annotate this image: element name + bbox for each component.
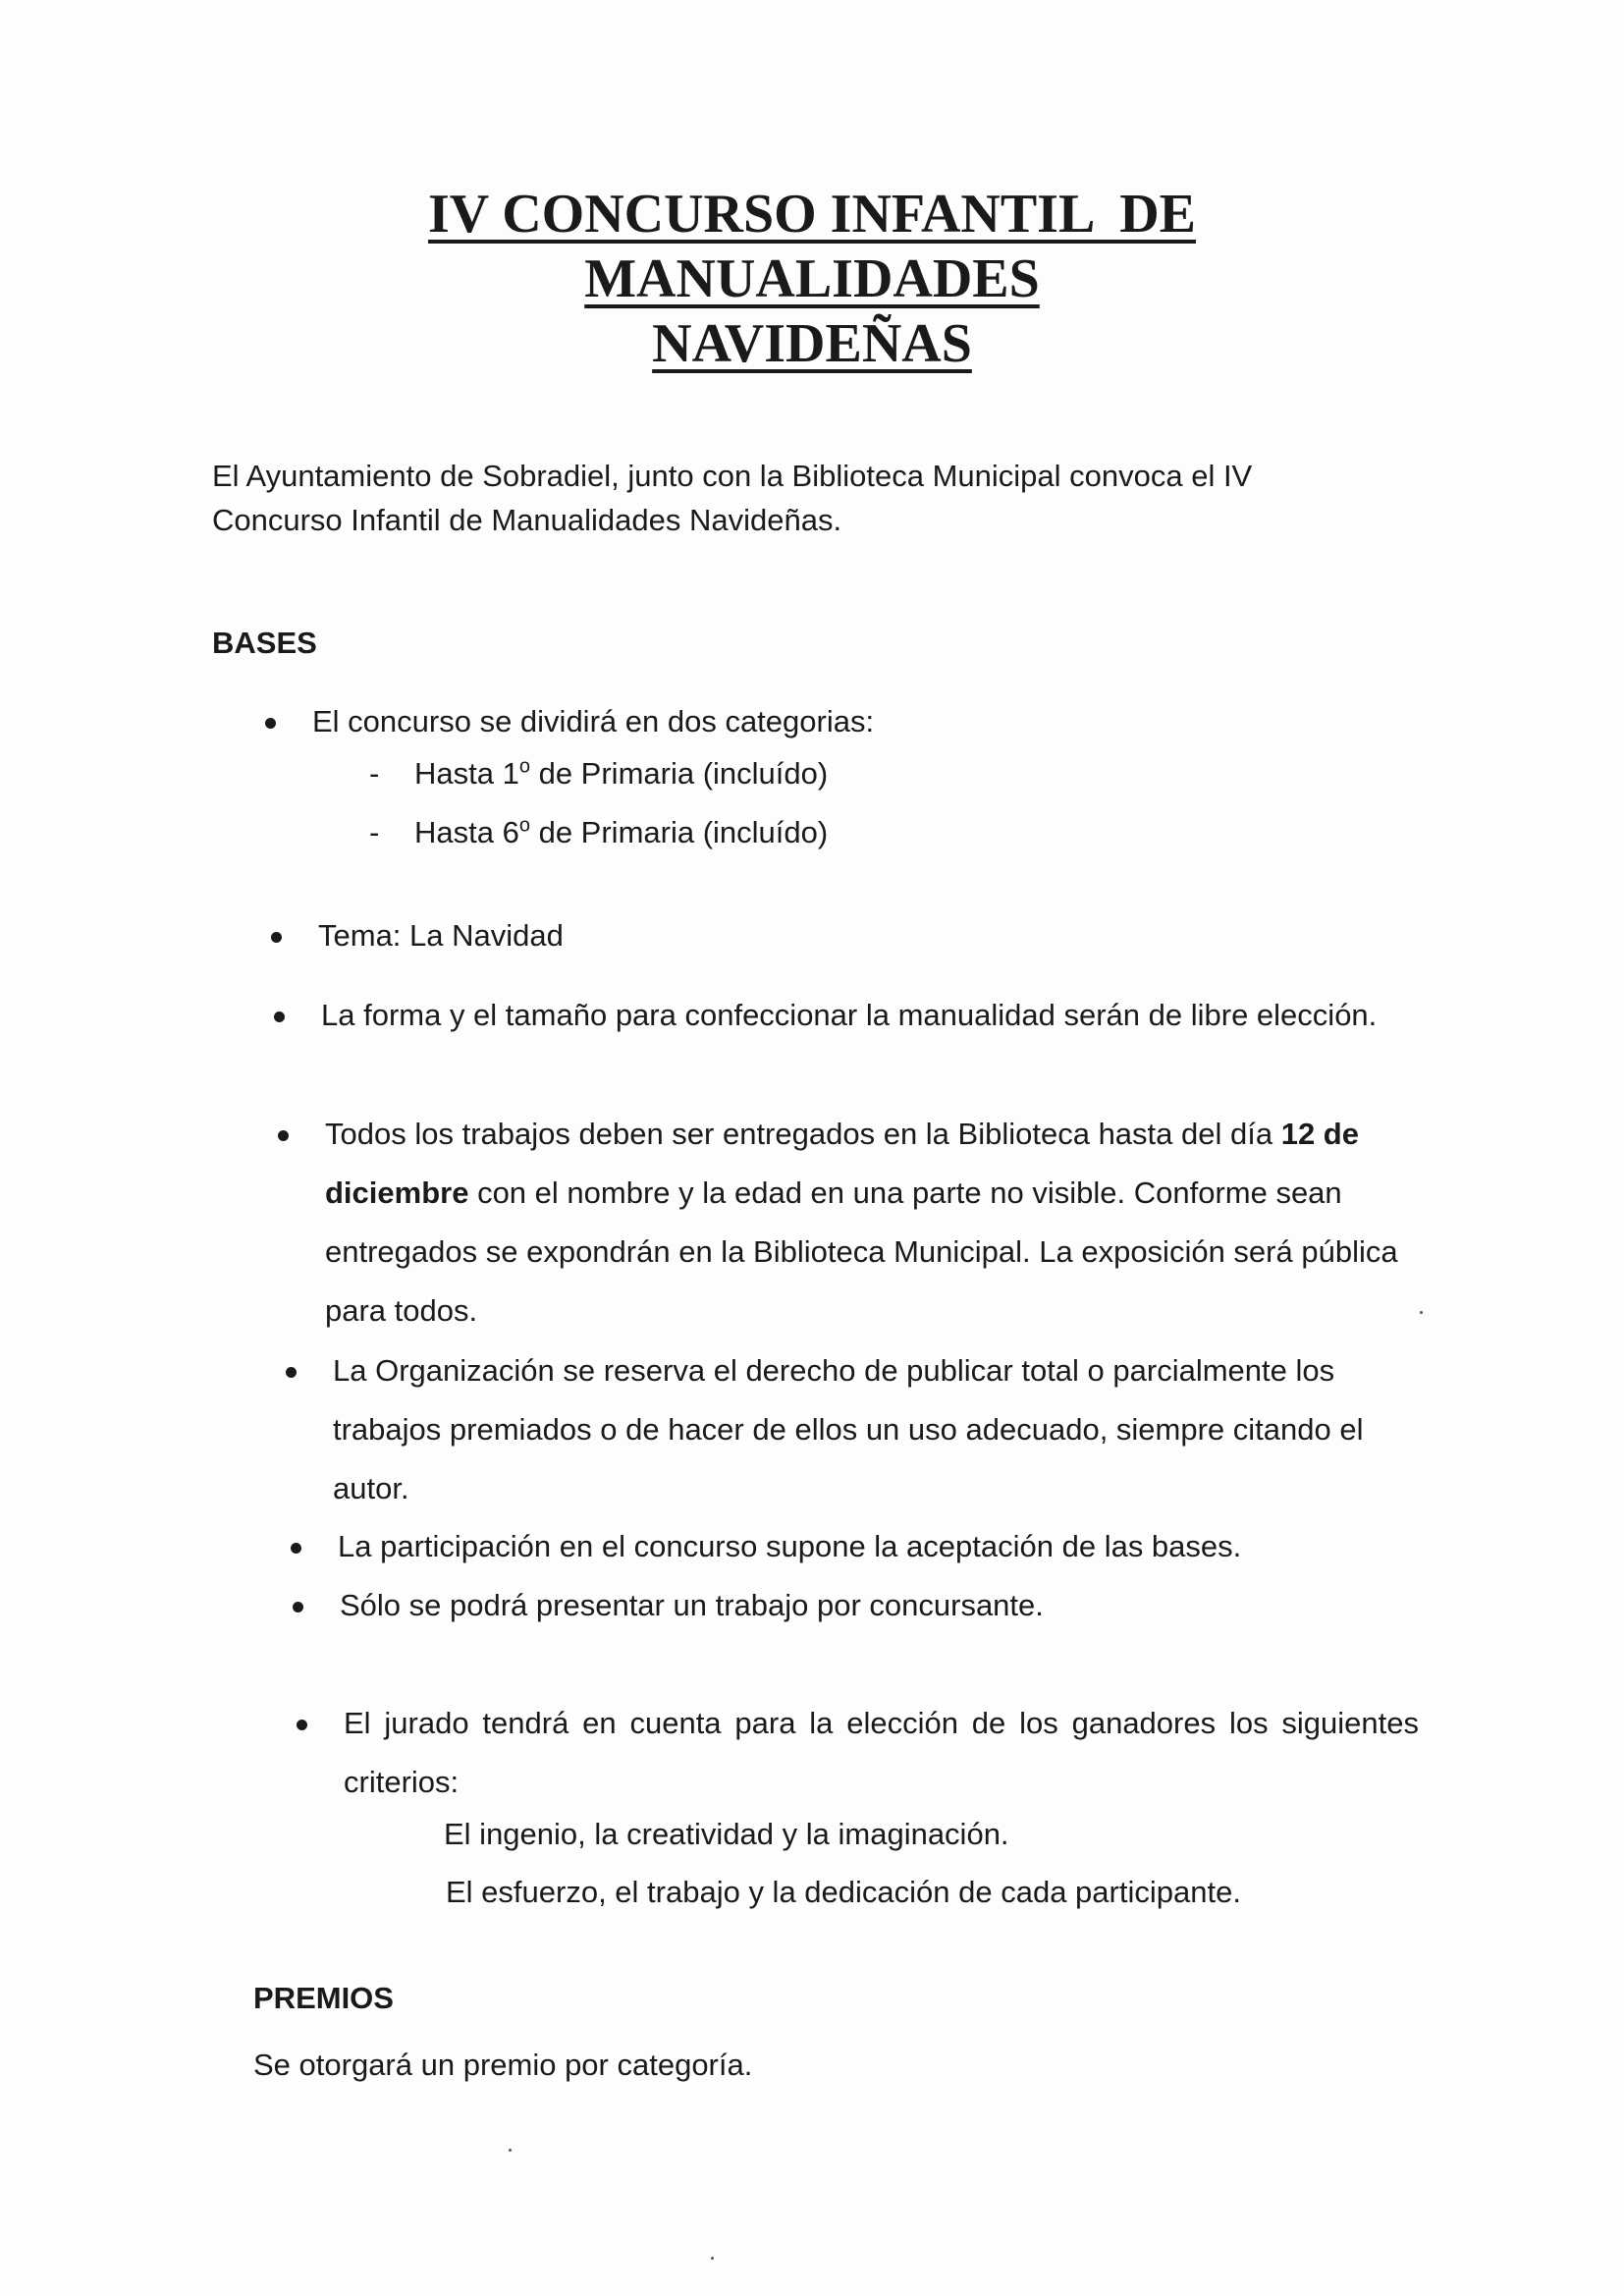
bullet-icon: [293, 1602, 303, 1613]
title-line-2: MANUALIDADES: [584, 248, 1040, 309]
bases-item-participacion: La participación en el concurso supone la aceptación de las bases.: [338, 1517, 1418, 1576]
category-item-2: - Hasta 6$^o$ de Primaria (incluído): [414, 813, 828, 852]
deadline-date: 12 de diciembre: [325, 1117, 1359, 1210]
category-item-1: - Hasta 1$^o$ de Primaria (incluído): [414, 754, 828, 793]
bullet-icon: [274, 1011, 285, 1022]
premios-text: Se otorgará un premio por categoría.: [253, 2048, 753, 2082]
premios-heading: PREMIOS: [253, 1981, 394, 2015]
bases-item-entrega: Todos los trabajos deben ser entregados en la Biblioteca hasta del día 12 de diciembre con el nombre y la edad en una parte no visible. Conforme sean entregados se expondrán en la Biblioteca Municipal. La exposición será pública para todos.: [325, 1105, 1415, 1340]
scan-speck: [509, 2149, 512, 2152]
scan-speck: [1420, 1311, 1423, 1314]
dash-icon: -: [369, 756, 380, 791]
scan-speck: [711, 2257, 714, 2260]
dash-icon: -: [369, 815, 380, 849]
bases-item-tema: Tema: La Navidad: [318, 906, 1398, 965]
title-line-1: IV CONCURSO INFANTIL DE: [427, 184, 1197, 245]
bases-item-organizacion: La Organización se reserva el derecho de publicar total o parcialmente los trabajos premiados o de hacer de ellos un uso adecuado, siempre citando el autor.: [333, 1341, 1423, 1518]
criterion-item-1: El ingenio, la creatividad y la imaginación.: [444, 1817, 1009, 1851]
bases-item-forma: La forma y el tamaño para confeccionar la manualidad serán de libre elección.: [321, 986, 1401, 1045]
document-title: [0, 182, 1624, 376]
bases-heading: BASES: [212, 626, 317, 660]
bullet-icon: [278, 1130, 289, 1141]
bases-item-jurado: El jurado tendrá en cuenta para la elección de los ganadores los siguientes criterios:: [344, 1694, 1419, 1812]
bases-item-categories: El concurso se dividirá en dos categorias:: [312, 692, 1392, 751]
bullet-icon: [265, 718, 276, 729]
bullet-icon: [286, 1367, 297, 1378]
bases-item-unico: Sólo se podrá presentar un trabajo por concursante.: [340, 1576, 1420, 1635]
title-line-3: NAVIDEÑAS: [652, 313, 972, 374]
intro-paragraph: El Ayuntamiento de Sobradiel, junto con la Biblioteca Municipal convoca el IV Concurso Infantil de Manualidades Navideñas.: [212, 459, 1253, 537]
bullet-icon: [291, 1543, 301, 1554]
criterion-item-2: El esfuerzo, el trabajo y la dedicación de cada participante.: [446, 1875, 1241, 1909]
bullet-icon: [297, 1720, 307, 1730]
bullet-icon: [271, 932, 282, 943]
